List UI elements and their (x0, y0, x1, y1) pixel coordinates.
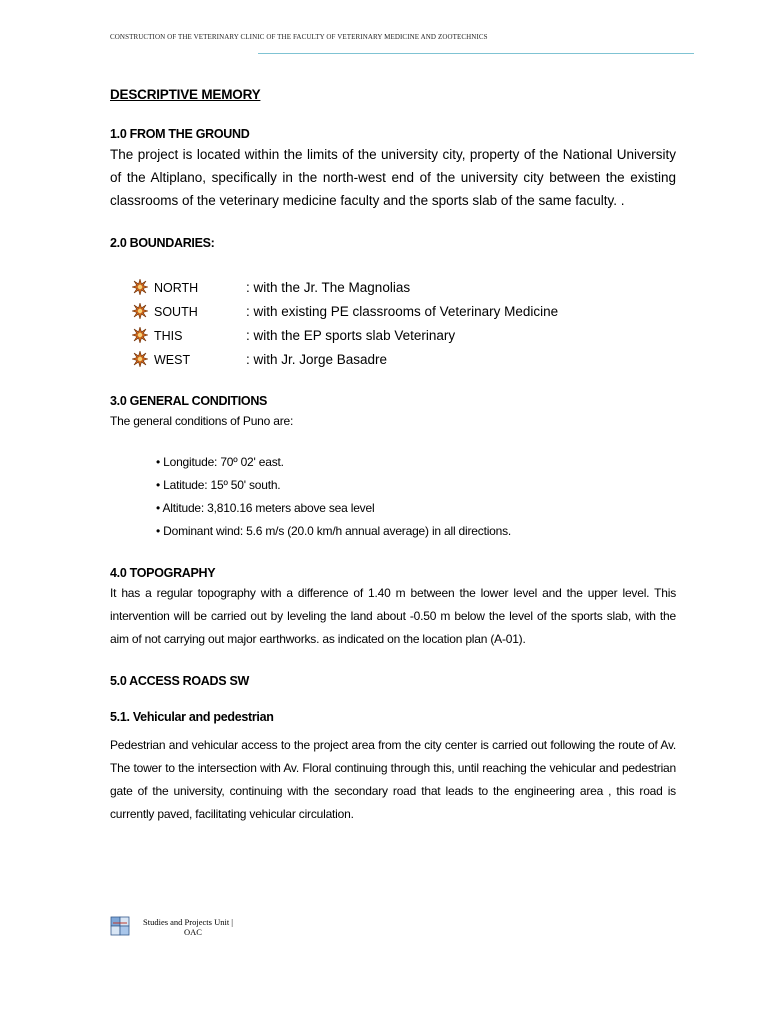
boundary-name: WEST (154, 353, 191, 367)
star-burst-icon (132, 327, 148, 343)
condition-item: • Dominant wind: 5.6 m/s (20.0 km/h annual average) in all directions. (156, 524, 512, 538)
unit-logo-icon (110, 916, 130, 936)
boundaries-list (110, 280, 676, 376)
running-header: CONSTRUCTION OF THE VETERINARY CLINIC OF THE FACULTY OF VETERINARY MEDICINE AND ZOOTECHNICS (110, 33, 488, 41)
boundary-item (110, 352, 676, 376)
document-body (110, 87, 676, 826)
star-burst-icon (132, 303, 148, 319)
boundary-value: : with the EP sports slab Veterinary (246, 328, 456, 343)
footer-text (143, 917, 243, 937)
star-burst-icon (132, 279, 148, 295)
boundary-value: : with existing PE classrooms of Veterinary Medicine (246, 304, 559, 319)
section-heading-access: 5.0 ACCESS ROADS SW (110, 674, 250, 688)
boundary-item (110, 280, 676, 304)
footer-office: OAC (184, 927, 202, 937)
condition-item: • Altitude: 3,810.16 meters above sea level (156, 501, 375, 515)
section-heading-conditions: 3.0 GENERAL CONDITIONS (110, 394, 268, 408)
document-title: DESCRIPTIVE MEMORY (110, 87, 261, 102)
boundary-value: : with the Jr. The Magnolias (246, 280, 411, 295)
boundary-name: NORTH (154, 281, 199, 295)
section-text-topography: It has a regular topography with a difference of 1.40 m between the lower level and the upper level. This intervention will be carried out by leveling the land about -0.50 m below the level of the sports slab, with the aim of not carrying out major earthworks. as indicated on the location plan (A-01). (110, 586, 676, 646)
footer-unit-name: Studies and Projects Unit | (143, 917, 234, 927)
section-heading-topography: 4.0 TOPOGRAPHY (110, 566, 216, 580)
boundary-item (110, 328, 676, 352)
header-rule (258, 53, 694, 54)
section-heading-ground: 1.0 FROM THE GROUND (110, 127, 250, 141)
section-heading-boundaries: 2.0 BOUNDARIES: (110, 236, 215, 250)
boundary-value: : with Jr. Jorge Basadre (246, 352, 388, 367)
conditions-list (110, 455, 676, 547)
section-text-access: Pedestrian and vehicular access to the project area from the city center is carried out following the route of Av. The tower to the intersection with Av. Floral continuing through this, until reaching the vehicular and pedestrian gate of the university, continuing with the secondary road that leads to the engineering area , this road is currently paved, facilitating vehicular circulation. (110, 738, 676, 821)
section-text-ground: The project is located within the limits of the university city, property of the National University of the Altiplano, specifically in the north-west end of the university city between the existing classrooms of the veterinary medicine faculty and the sports slab of the same faculty. . (110, 147, 676, 208)
star-burst-icon (132, 351, 148, 367)
boundary-item (110, 304, 676, 328)
boundary-name: THIS (154, 329, 183, 343)
boundary-name: SOUTH (154, 305, 198, 319)
section-intro-conditions: The general conditions of Puno are: (110, 414, 294, 428)
condition-item: • Longitude: 70º 02' east. (156, 455, 284, 469)
condition-item: • Latitude: 15º 50' south. (156, 478, 281, 492)
subsection-heading-vehicular: 5.1. Vehicular and pedestrian (110, 710, 274, 724)
